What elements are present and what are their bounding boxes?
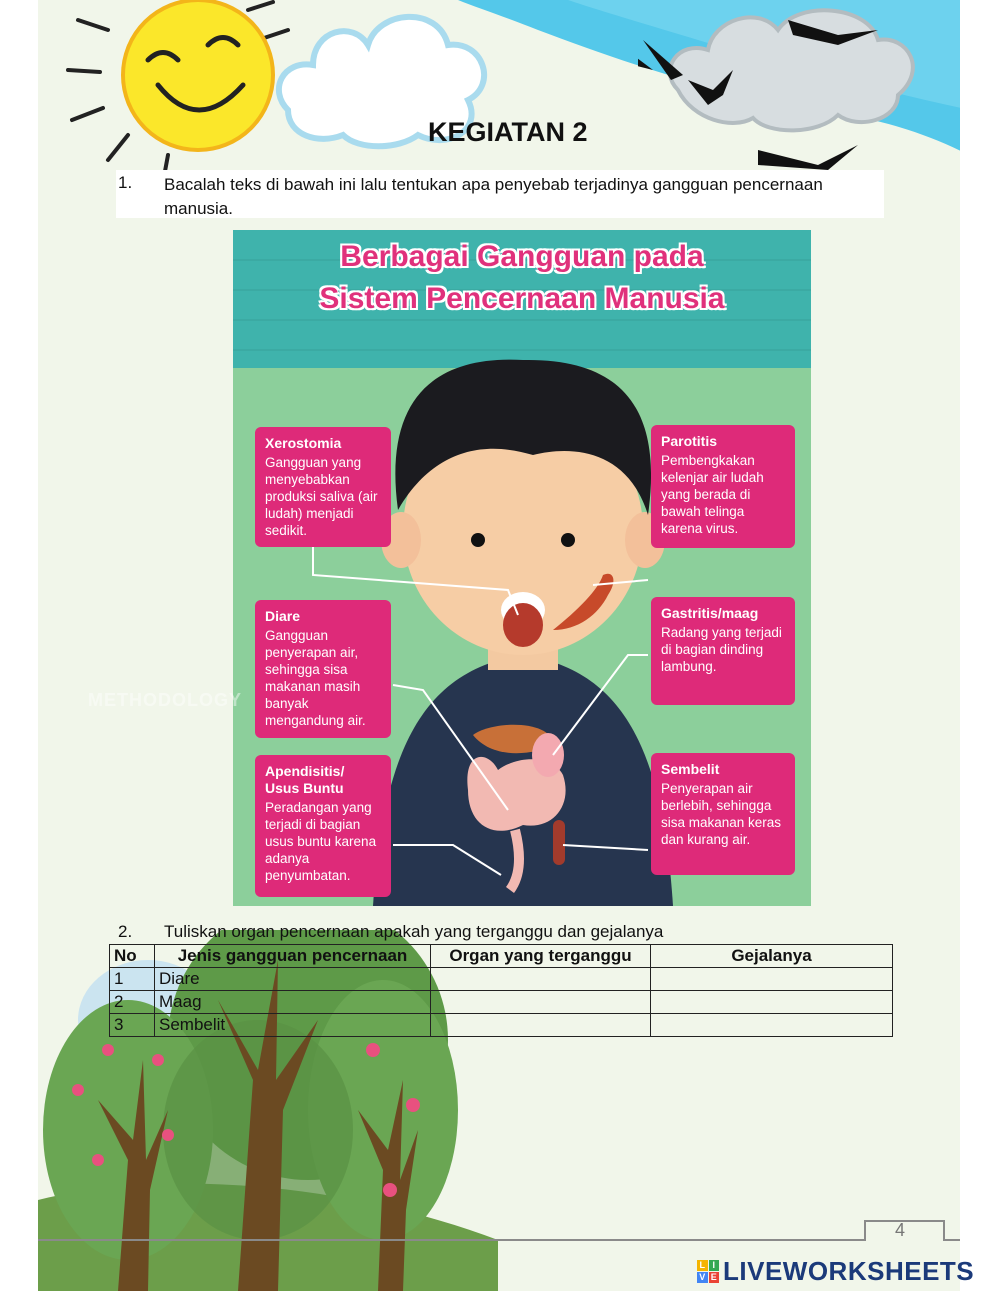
cell-no: 3 bbox=[110, 1014, 155, 1037]
card-title: Diare bbox=[265, 608, 301, 624]
card-description: Penyerapan air berlebih, sehingga sisa makanan keras dan kurang air. bbox=[661, 781, 782, 847]
card-description: Radang yang terjadi di bagian dinding lambung. bbox=[661, 625, 782, 674]
card-description: Peradangan yang terjadi di bagian usus buntu karena adanya penyumbatan. bbox=[265, 800, 377, 883]
question-2-text: Tuliskan organ pencernaan apakah yang terganggu dan gejalanya bbox=[164, 922, 664, 941]
cell-organ-input[interactable] bbox=[431, 991, 651, 1014]
cell-jenis: Diare bbox=[155, 968, 431, 991]
cell-gejala-input[interactable] bbox=[651, 991, 893, 1014]
logo-letter: I bbox=[709, 1260, 720, 1271]
table-row bbox=[110, 991, 893, 1014]
cell-gejala-input[interactable] bbox=[651, 968, 893, 991]
card-gastritis bbox=[651, 597, 795, 705]
cell-organ-input[interactable] bbox=[431, 968, 651, 991]
cell-no: 2 bbox=[110, 991, 155, 1014]
card-description: Gangguan yang menyebabkan produksi saliva (air ludah) menjadi sedikit. bbox=[265, 455, 378, 538]
table-row bbox=[110, 1014, 893, 1037]
question-2-number: 2. bbox=[118, 922, 133, 941]
logo-letter: V bbox=[697, 1272, 708, 1283]
watermark-text: METHODOLOGY bbox=[88, 690, 242, 710]
table-header-row bbox=[110, 945, 893, 968]
card-title: Apendisitis/ Usus Buntu bbox=[265, 763, 345, 796]
answer-table bbox=[109, 944, 893, 1037]
cell-jenis: Maag bbox=[155, 991, 431, 1014]
card-title: Parotitis bbox=[661, 433, 718, 449]
header-jenis: Jenis gangguan pencernaan bbox=[155, 945, 431, 968]
page-number: 4 bbox=[894, 1220, 905, 1240]
liveworksheets-logo[interactable] bbox=[697, 1256, 974, 1286]
card-xerostomia bbox=[255, 427, 391, 547]
logo-letter: E bbox=[709, 1272, 720, 1283]
infographic-poster bbox=[233, 230, 811, 906]
card-description: Gangguan penyerapan air, sehingga sisa makanan masih banyak mengandung air. bbox=[265, 628, 366, 728]
card-title: Xerostomia bbox=[265, 435, 342, 451]
header-no: No bbox=[110, 945, 155, 968]
logo-letter: L bbox=[697, 1260, 708, 1271]
question-1-number: 1. bbox=[118, 173, 133, 192]
card-sembelit bbox=[651, 753, 795, 875]
page-footer-line bbox=[38, 1215, 960, 1255]
cell-gejala-input[interactable] bbox=[651, 1014, 893, 1037]
card-title: Gastritis/maag bbox=[661, 605, 759, 621]
poster-title-line-1: Berbagai Gangguan pada bbox=[340, 240, 704, 273]
card-diare bbox=[255, 600, 391, 738]
table-row bbox=[110, 968, 893, 991]
liveworksheets-icon bbox=[697, 1260, 719, 1282]
header-organ: Organ yang terganggu bbox=[431, 945, 651, 968]
liveworksheets-wordmark: LIVEWORKSHEETS bbox=[723, 1255, 975, 1286]
question-1 bbox=[116, 170, 884, 218]
page-title: KEGIATAN 2 bbox=[428, 117, 588, 147]
card-description: Pembengkakan kelenjar air ludah yang berada di bawah telinga karena virus. bbox=[661, 453, 764, 536]
card-parotitis bbox=[651, 425, 795, 548]
card-apendisitis bbox=[255, 755, 391, 897]
cell-organ-input[interactable] bbox=[431, 1014, 651, 1037]
question-1-text: Bacalah teks di bawah ini lalu tentukan apa penyebab terjadinya gangguan pencernaan manusia. bbox=[164, 175, 823, 218]
poster-title-line-2: Sistem Pencernaan Manusia bbox=[319, 282, 725, 315]
card-title: Sembelit bbox=[661, 761, 720, 777]
header-gejala: Gejalanya bbox=[651, 945, 893, 968]
cell-jenis: Sembelit bbox=[155, 1014, 431, 1037]
cell-no: 1 bbox=[110, 968, 155, 991]
